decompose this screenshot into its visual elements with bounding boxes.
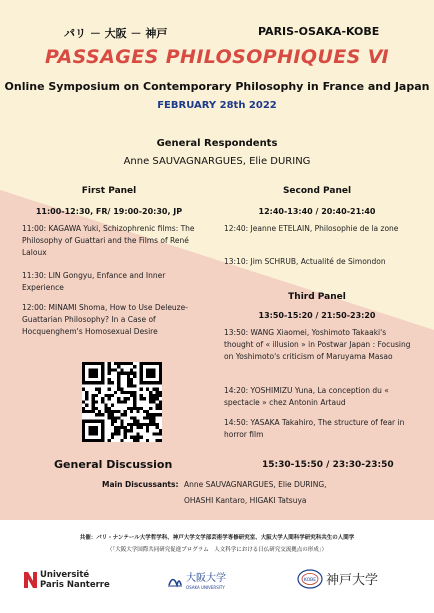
panel-3-title: Third Panel	[288, 292, 346, 302]
general-discussion-time: 15:30-15:50 / 23:30-23:50	[262, 460, 394, 470]
kobe-seal-icon	[296, 568, 324, 590]
kobe-university-logo	[296, 568, 406, 592]
kobe-seal-text: KOBE	[303, 578, 317, 583]
panel-3-time: 13:50-15:20 / 21:50-23:20	[258, 311, 376, 320]
nanterre-logo	[24, 570, 114, 592]
qr-code[interactable]	[82, 362, 162, 442]
kobe-logo-text: 神戸大学	[326, 573, 379, 588]
header-jp-cities: パリ － 大阪 － 神戸	[64, 27, 168, 40]
qr-code-pattern	[82, 362, 162, 442]
nanterre-logo-line1: Université	[40, 570, 90, 580]
panel-3-talk: 13:50: WANG Xiaomei, Yoshimoto Takaaki's thought of « illusion » in Postwar Japan : Focusing on Yoshimoto's criticism of Maruyama Masao	[224, 328, 411, 361]
panel-3-talk: 14:20: YOSHIMIZU Yuna, La conception du « spectacle » chez Antonin Artaud	[224, 386, 389, 407]
main-discussants-names: OHASHI Kantaro, HIGAKI Tatsuya	[184, 496, 307, 505]
panel-1-title: First Panel	[81, 186, 137, 196]
header-en-cities: PARIS-OSAKA-KOBE	[258, 25, 380, 38]
panel-2-title: Second Panel	[282, 186, 352, 196]
cosponsors-line: 共催：パリ・ナンテール大学哲学科、神戸大学文学部芸術学専修研究室、大阪大学人間科学研究科共生の人間学	[79, 535, 355, 541]
panel-2-time: 12:40-13:40 / 20:40-21:40	[258, 207, 376, 216]
panel-1-time: 11:00-12:30, FR/ 19:00-20:30, JP	[35, 207, 183, 216]
panel-1-talk: 11:00: KAGAWA Yuki, Schizophrenic films: The Philosophy of Guattari and the Films of René Laloux	[22, 224, 195, 257]
nanterre-logo-line2: Paris Nanterre	[40, 580, 110, 590]
osaka-university-logo	[166, 568, 246, 594]
panel-1-talk: 12:00: MINAMI Shoma, How to Use Deleuze-Guattarian Philosophy? In a Case of Hocquenghem's Homosexual Desire	[22, 303, 188, 336]
cosponsors-program: （「大阪大学国際共同研究促進プログラム 人文科学における日仏研究交流拠点の形成」）	[107, 547, 327, 553]
general-discussion-title: General Discussion	[54, 458, 173, 471]
main-discussants-names: Anne SAUVAGNARGUES, Elie DURING,	[184, 480, 327, 489]
nanterre-mark-icon	[24, 570, 37, 590]
panel-2-talk: 12:40: Jeanne ETELAIN, Philosophie de la zone	[224, 224, 399, 233]
panel-1-talk: 11:30: LIN Gongyu, Enfance and Inner Experience	[22, 271, 166, 292]
general-respondents-title: General Respondents	[156, 138, 278, 149]
panel-2-talk: 13:10: Jim SCHRUB, Actualité de Simondon	[224, 257, 386, 266]
main-discussants-label: Main Discussants:	[102, 480, 179, 489]
general-respondents-names: Anne SAUVAGNARGUES, Elie DURING	[123, 156, 311, 167]
poster-subtitle: Online Symposium on Contemporary Philosophy in France and Japan	[4, 80, 430, 93]
osaka-logo-jp: 大阪大学	[186, 573, 226, 584]
panel-3-talk: 14:50: YASAKA Takahiro, The structure of fear in horror film	[224, 418, 405, 439]
event-date: FEBRUARY 28th 2022	[157, 100, 277, 111]
poster-title: PASSAGES PHILOSOPHIQUES Ⅵ	[44, 46, 390, 68]
osaka-logo-en: OSAKA UNIVERSITY	[186, 585, 225, 590]
osaka-emblem-icon	[166, 568, 246, 594]
